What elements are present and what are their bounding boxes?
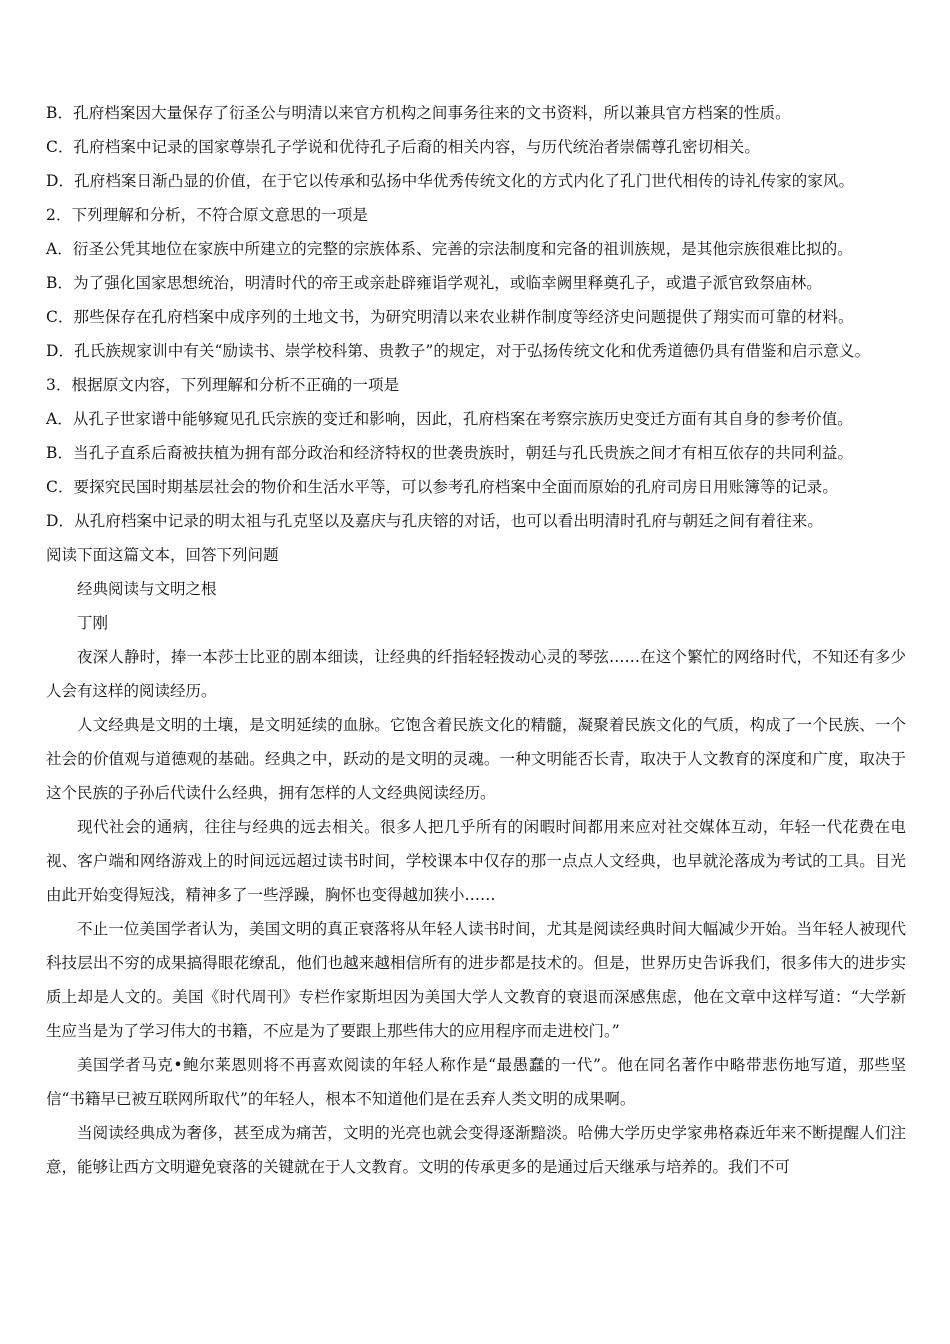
q3-option-d: D．从孔府档案中记录的明太祖与孔克坚以及嘉庆与孔庆镕的对话，也可以看出明清时孔府与朝廷之间有着往来。 — [46, 512, 823, 530]
passage-paragraph-2: 人文经典是文明的土壤，是文明延续的血脉。它饱含着民族文化的精髓，凝聚着民族文化的气质，构成了一个民族、一个社会的价值观与道德观的基础。经典之中，跃动的是文明的灵魂。一种文明能否长青，取决于人文教育的深度和广度，取决于这个民族的子孙后代读什么经典，拥有怎样的人文经典阅读经历。 — [46, 716, 906, 802]
q3-option-a: A．从孔子世家谱中能够窥见孔氏宗族的变迁和影响，因此，孔府档案在考察宗族历史变迁方面有其自身的参考价值。 — [46, 410, 853, 428]
q3-stem: 3．根据原文内容，下列理解和分析不正确的一项是 — [46, 376, 400, 394]
passage-paragraph-1: 夜深人静时，捧一本莎士比亚的剧本细读，让经典的纤指轻轻拨动心灵的琴弦……在这个繁忙的网络时代，不知还有多少人会有这样的阅读经历。 — [46, 648, 906, 700]
q2-option-b: B．为了强化国家思想统治，明清时代的帝王或亲赴辟雍诣学观礼，或临幸阙里释奠孔子，或遣子派官致祭庙林。 — [46, 274, 822, 292]
passage-paragraph-4: 不止一位美国学者认为，美国文明的真正衰落将从年轻人读书时间，尤其是阅读经典时间大幅减少开始。当年轻人被现代科技层出不穷的成果搞得眼花缭乱，他们也越来越相信所有的进步都是技术的。但是，世界历史告诉我们，很多伟大的进步实质上却是人文的。美国《时代周刊》专栏作家斯坦因为美国大学人文教育的衰退而深感焦虑，他在文章中这样写道：“大学新生应当是为了学习伟大的书籍，不应是为了要跟上那些伟大的应用程序而走进校门。” — [46, 920, 906, 1040]
q3-option-c: C．要探究民国时期基层社会的物价和生活水平等，可以参考孔府档案中全面而原始的孔府司房日用账簿等的记录。 — [46, 478, 838, 496]
q2-option-d: D．孔氏族规家训中有关“励读书、崇学校科第、贵教子”的规定，对于弘扬传统文化和优秀道德仍具有借鉴和启示意义。 — [46, 342, 871, 360]
q2-option-a: A．衍圣公凭其地位在家族中所建立的完整的宗族体系、完善的宗法制度和完备的祖训族规，是其他宗族很难比拟的。 — [46, 240, 853, 258]
passage-paragraph-5: 美国学者马克•鲍尔莱恩则将不再喜欢阅读的年轻人称作是“最愚蠢的一代”。他在同名著作中略带悲伤地写道，那些坚信“书籍早已被互联网所取代”的年轻人，根本不知道他们是在丢弃人类文明的成果啊。 — [46, 1056, 906, 1108]
q1-option-c: C．孔府档案中记录的国家尊崇孔子学说和优待孔子后裔的相关内容，与历代统治者崇儒尊孔密切相关。 — [46, 138, 760, 156]
passage-title: 经典阅读与文明之根 — [77, 580, 217, 598]
q1-option-b: B．孔府档案因大量保存了衍圣公与明清以来官方机构之间事务往来的文书资料，所以兼具官方档案的性质。 — [46, 104, 791, 122]
q3-option-b: B．当孔子直系后裔被扶植为拥有部分政治和经济特权的世袭贵族时，朝廷与孔氏贵族之间才有相互依存的共同利益。 — [46, 444, 854, 462]
passage-author: 丁刚 — [77, 614, 109, 632]
q1-option-d: D．孔府档案日渐凸显的价值，在于它以传承和弘扬中华优秀传统文化的方式内化了孔门世代相传的诗礼传家的家风。 — [46, 172, 855, 190]
q2-option-c: C．那些保存在孔府档案中成序列的土地文书，为研究明清以来农业耕作制度等经济史问题提供了翔实而可靠的材料。 — [46, 308, 854, 326]
passage-paragraph-6: 当阅读经典成为奢侈，甚至成为痛苦，文明的光亮也就会变得逐渐黯淡。哈佛大学历史学家弗格森近年来不断提醒人们注意，能够让西方文明避免衰落的关键就在于人文教育。文明的传承更多的是通过后天继承与培养的。我们不可 — [46, 1124, 906, 1176]
document-content — [46, 96, 906, 1184]
q2-stem: 2．下列理解和分析，不符合原文意思的一项是 — [46, 206, 368, 224]
reading-instruction: 阅读下面这篇文本，回答下列问题 — [46, 546, 279, 564]
passage-paragraph-3: 现代社会的通病，往往与经典的远去相关。很多人把几乎所有的闲暇时间都用来应对社交媒体互动，年轻一代花费在电视、客户端和网络游戏上的时间远远超过读书时间，学校课本中仅存的那一点点人文经典，也早就沦落成为考试的工具。目光由此开始变得短浅，精神多了一些浮躁，胸怀也变得越加狭小…… — [46, 818, 906, 904]
